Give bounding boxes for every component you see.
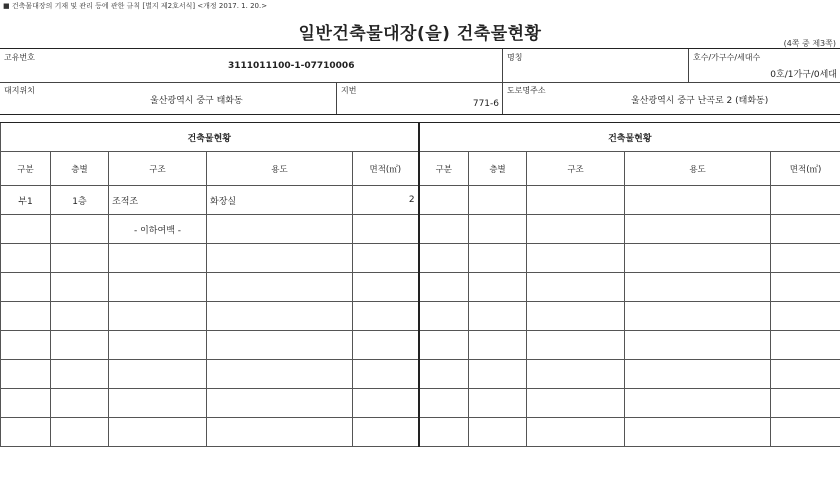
row-area-cell (353, 215, 419, 244)
row-use-cell (207, 360, 353, 389)
row-type-cell-right (419, 215, 469, 244)
row-structure-cell-right (527, 273, 625, 302)
row-floor-cell (51, 302, 109, 331)
row-structure-cell-right (527, 186, 625, 215)
row-area-cell (353, 273, 419, 302)
row-floor-cell-right (469, 244, 527, 273)
row-type-cell: 부1 (1, 186, 51, 215)
row-use-cell-right (625, 418, 771, 447)
legal-note: ■ 건축물대장의 기재 및 관리 등에 관한 규칙 [별지 제2호서식] <개정 2017. 1. 20.> (3, 2, 268, 10)
row-type-cell-right (419, 331, 469, 360)
row-structure-cell (109, 302, 207, 331)
row-floor-cell-right (469, 418, 527, 447)
row-floor-cell-right (469, 360, 527, 389)
col-header-use: 용도 (207, 152, 353, 186)
page-info: (4쪽 중 제3쪽) (783, 39, 836, 48)
row-type-cell-right (419, 273, 469, 302)
row-floor-cell-right (469, 186, 527, 215)
row-structure-cell (109, 331, 207, 360)
households-label: 호수/가구수/세대수 (693, 53, 761, 62)
section-title-right: 건축물현황 (419, 123, 840, 152)
col-header-floor: 층별 (51, 152, 109, 186)
row-type-cell (1, 360, 51, 389)
row-type-cell (1, 215, 51, 244)
row-type-cell (1, 418, 51, 447)
row-type-cell-right (419, 186, 469, 215)
row-area-cell (353, 302, 419, 331)
row-area-cell-right (771, 331, 840, 360)
row-structure-cell-right (527, 244, 625, 273)
row-area-cell-right (771, 360, 840, 389)
row-structure-cell (109, 360, 207, 389)
row-structure-cell-right (527, 360, 625, 389)
table-row (1, 273, 840, 302)
row-floor-cell (51, 244, 109, 273)
road-value: 울산광역시 중구 난곡로 2 (태화동) (631, 96, 769, 106)
row-use-cell (207, 418, 353, 447)
row-floor-cell (51, 418, 109, 447)
row-area-cell (353, 244, 419, 273)
col-header-area: 면적(㎡) (353, 152, 419, 186)
lot-value: 771-6 (472, 99, 499, 109)
row-structure-cell: - 이하여백 - (109, 215, 207, 244)
row-use-cell-right (625, 215, 771, 244)
col-header-structure: 구조 (109, 152, 207, 186)
row-area-cell-right (771, 418, 840, 447)
row-type-cell (1, 302, 51, 331)
row-use-cell (207, 215, 353, 244)
row-floor-cell (51, 389, 109, 418)
row-structure-cell (109, 273, 207, 302)
row-area-cell (353, 331, 419, 360)
col-header-area: 면적(㎡) (771, 152, 840, 186)
col-header-type: 구분 (1, 152, 51, 186)
table-row (1, 244, 840, 273)
building-info-section (0, 48, 840, 115)
row-structure-cell: 조적조 (109, 186, 207, 215)
row-use-cell-right (625, 389, 771, 418)
col-header-structure: 구조 (527, 152, 625, 186)
row-structure-cell (109, 418, 207, 447)
row-type-cell-right (419, 302, 469, 331)
road-label: 도로명주소 (507, 86, 546, 95)
unique-no-value: 3111011100-1-07710006 (228, 61, 355, 71)
row-structure-cell-right (527, 389, 625, 418)
row-use-cell-right (625, 302, 771, 331)
row-structure-cell-right (527, 302, 625, 331)
row-area-cell-right (771, 302, 840, 331)
info-row-2 (0, 82, 840, 115)
row-area-cell-right (771, 215, 840, 244)
row-floor-cell-right (469, 273, 527, 302)
row-type-cell-right (419, 389, 469, 418)
col-header-floor: 층별 (469, 152, 527, 186)
page-title: 일반건축물대장(을) 건축물현황 (298, 24, 542, 44)
row-use-cell-right (625, 244, 771, 273)
site-cell (0, 82, 336, 114)
table-row (1, 389, 840, 418)
row-use-cell (207, 389, 353, 418)
name-label: 명칭 (507, 53, 523, 62)
row-type-cell-right (419, 418, 469, 447)
building-status-table (0, 122, 840, 447)
row-type-cell (1, 389, 51, 418)
row-structure-cell-right (527, 331, 625, 360)
row-type-cell (1, 244, 51, 273)
row-use-cell-right (625, 186, 771, 215)
row-floor-cell: 1층 (51, 186, 109, 215)
row-use-cell (207, 302, 353, 331)
row-type-cell-right (419, 360, 469, 389)
site-value: 울산광역시 중구 태화동 (150, 96, 243, 106)
row-area-cell (353, 418, 419, 447)
row-structure-cell-right (527, 215, 625, 244)
row-area-cell-right (771, 186, 840, 215)
info-row-1 (0, 49, 840, 83)
row-use-cell: 화장실 (207, 186, 353, 215)
table-row (1, 418, 840, 447)
table-row (1, 186, 840, 215)
table-row (1, 331, 840, 360)
row-structure-cell (109, 244, 207, 273)
table-row (1, 215, 840, 244)
row-area-cell-right (771, 244, 840, 273)
row-use-cell (207, 331, 353, 360)
site-label: 대지위치 (4, 86, 35, 95)
row-use-cell (207, 273, 353, 302)
row-use-cell-right (625, 360, 771, 389)
lot-cell (336, 82, 502, 114)
name-cell (502, 49, 688, 82)
row-structure-cell (109, 389, 207, 418)
row-floor-cell (51, 215, 109, 244)
section-title-row (1, 123, 840, 152)
row-area-cell-right (771, 389, 840, 418)
row-use-cell-right (625, 273, 771, 302)
row-area-cell (353, 360, 419, 389)
row-floor-cell (51, 360, 109, 389)
row-use-cell (207, 244, 353, 273)
section-title-left: 건축물현황 (1, 123, 419, 152)
col-header-type: 구분 (419, 152, 469, 186)
unique-no-label: 고유번호 (4, 53, 35, 62)
row-floor-cell-right (469, 389, 527, 418)
row-use-cell-right (625, 331, 771, 360)
lot-label: 지번 (341, 86, 357, 95)
households-value: 0호/1가구/0세대 (770, 70, 837, 80)
road-cell (502, 82, 840, 114)
row-floor-cell-right (469, 302, 527, 331)
row-type-cell (1, 331, 51, 360)
row-type-cell-right (419, 244, 469, 273)
column-header-row (1, 152, 840, 186)
row-area-cell-right (771, 273, 840, 302)
row-structure-cell-right (527, 418, 625, 447)
col-header-use: 용도 (625, 152, 771, 186)
row-area-cell: 2 (353, 186, 419, 215)
table-row (1, 302, 840, 331)
row-type-cell (1, 273, 51, 302)
row-floor-cell-right (469, 331, 527, 360)
row-floor-cell-right (469, 215, 527, 244)
unique-no-cell (0, 49, 502, 82)
table-row (1, 360, 840, 389)
row-area-cell (353, 389, 419, 418)
row-floor-cell (51, 273, 109, 302)
households-cell (688, 49, 840, 82)
row-floor-cell (51, 331, 109, 360)
